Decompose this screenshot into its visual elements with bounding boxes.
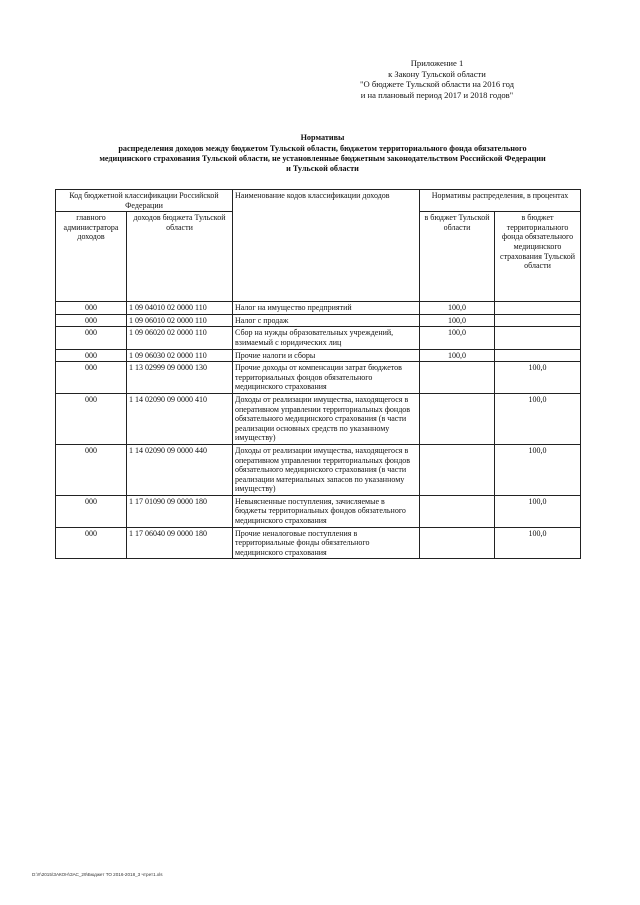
cell-admin: 000: [56, 444, 127, 495]
cell-regional: [420, 495, 495, 527]
cell-code: 1 09 06010 02 0000 110: [127, 314, 233, 327]
table-row: [56, 444, 581, 495]
cell-regional: [420, 362, 495, 394]
cell-name: Налог на имущество предприятий: [233, 302, 420, 315]
cell-regional: [420, 444, 495, 495]
table-row: [56, 495, 581, 527]
cell-code: 1 09 06020 02 0000 110: [127, 327, 233, 349]
table-row: [56, 349, 581, 362]
title-line-2: медицинского страхования Тульской области, не установленные бюджетным законодательством Российской Федерации: [99, 154, 546, 163]
header-income: доходов бюджета Тульской области: [127, 212, 233, 302]
cell-admin: 000: [56, 495, 127, 527]
cell-code: 1 14 02090 09 0000 440: [127, 444, 233, 495]
cell-code: 1 17 01090 09 0000 180: [127, 495, 233, 527]
cell-fund: 100,0: [495, 362, 581, 394]
table-header: [56, 190, 581, 302]
cell-name: Сбор на нужды образовательных учреждений, взимаемый с юридических лиц: [233, 327, 420, 349]
annex-line-2: к Закону Тульской области: [388, 68, 486, 79]
cell-fund: 100,0: [495, 495, 581, 527]
table-row: [56, 327, 581, 349]
header-norms-group: Нормативы распределения, в процентах: [420, 190, 581, 212]
document-title: [50, 133, 595, 174]
cell-admin: 000: [56, 302, 127, 315]
cell-fund: [495, 327, 581, 349]
cell-admin: 000: [56, 362, 127, 394]
table-row: [56, 527, 581, 559]
cell-name: Невыясненные поступления, зачисляемые в бюджеты территориальных фондов обязательного медицинского страхования: [233, 495, 420, 527]
cell-fund: 100,0: [495, 444, 581, 495]
header-code-group: Код бюджетной классификации Российской Федерации: [56, 190, 233, 212]
title-line-1: распределения доходов между бюджетом Тульской области, бюджетом территориального фонда обязательного: [118, 144, 527, 153]
header-name: Наименование кодов классификации доходов: [233, 190, 420, 302]
cell-regional: 100,0: [420, 314, 495, 327]
cell-code: 1 13 02999 09 0000 130: [127, 362, 233, 394]
cell-regional: [420, 527, 495, 559]
cell-name: Прочие неналоговые поступления в территориальные фонды обязательного медицинского страхования: [233, 527, 420, 559]
cell-name: Доходы от реализации имущества, находящегося в оперативном управлении территориальных фондов обязательного медицинского страхования (в части реализации основных средств по указанному имуществу): [233, 393, 420, 444]
cell-code: 1 09 06030 02 0000 110: [127, 349, 233, 362]
table-row: [56, 362, 581, 394]
cell-admin: 000: [56, 349, 127, 362]
cell-fund: [495, 349, 581, 362]
cell-admin: 000: [56, 314, 127, 327]
cell-fund: [495, 314, 581, 327]
cell-code: 1 09 04010 02 0000 110: [127, 302, 233, 315]
cell-regional: [420, 393, 495, 444]
cell-regional: 100,0: [420, 327, 495, 349]
table-row: [56, 302, 581, 315]
annex-reference: [342, 58, 532, 100]
table-body: [56, 302, 581, 559]
cell-name: Налог с продаж: [233, 314, 420, 327]
table-row: [56, 314, 581, 327]
cell-name: Прочие налоги и сборы: [233, 349, 420, 362]
table-row: [56, 393, 581, 444]
cell-fund: 100,0: [495, 527, 581, 559]
cell-code: 1 17 06040 09 0000 180: [127, 527, 233, 559]
cell-code: 1 14 02090 09 0000 410: [127, 393, 233, 444]
annex-line-3: "О бюджете Тульской области на 2016 год: [360, 79, 514, 90]
cell-fund: [495, 302, 581, 315]
header-regional: в бюджет Тульской области: [420, 212, 495, 302]
cell-regional: 100,0: [420, 349, 495, 362]
title-line-3: и Тульской области: [286, 164, 359, 173]
cell-fund: 100,0: [495, 393, 581, 444]
title-main: Нормативы: [300, 133, 345, 142]
file-path-footer: D:\!!\2015\ЗАКОН\ЗАС_29\Бюджет ТО 2016-2018_3 чтрет1.xls: [32, 872, 163, 877]
header-fund: в бюджет территориального фонда обязательного медицинского страхования Тульской области: [495, 212, 581, 302]
cell-admin: 000: [56, 327, 127, 349]
cell-regional: 100,0: [420, 302, 495, 315]
cell-name: Прочие доходы от компенсации затрат бюджетов территориальных фондов обязательного медицинского страхования: [233, 362, 420, 394]
norms-table: [55, 189, 581, 559]
cell-admin: 000: [56, 393, 127, 444]
cell-name: Доходы от реализации имущества, находящегося в оперативном управлении территориальных фондов обязательного медицинского страхования (в части реализации материальных запасов по указанному имуществу): [233, 444, 420, 495]
annex-line-1: Приложение 1: [410, 58, 464, 68]
header-admin: главного администратора доходов: [56, 212, 127, 302]
annex-line-4: и на плановый период 2017 и 2018 годов": [360, 89, 514, 100]
cell-admin: 000: [56, 527, 127, 559]
